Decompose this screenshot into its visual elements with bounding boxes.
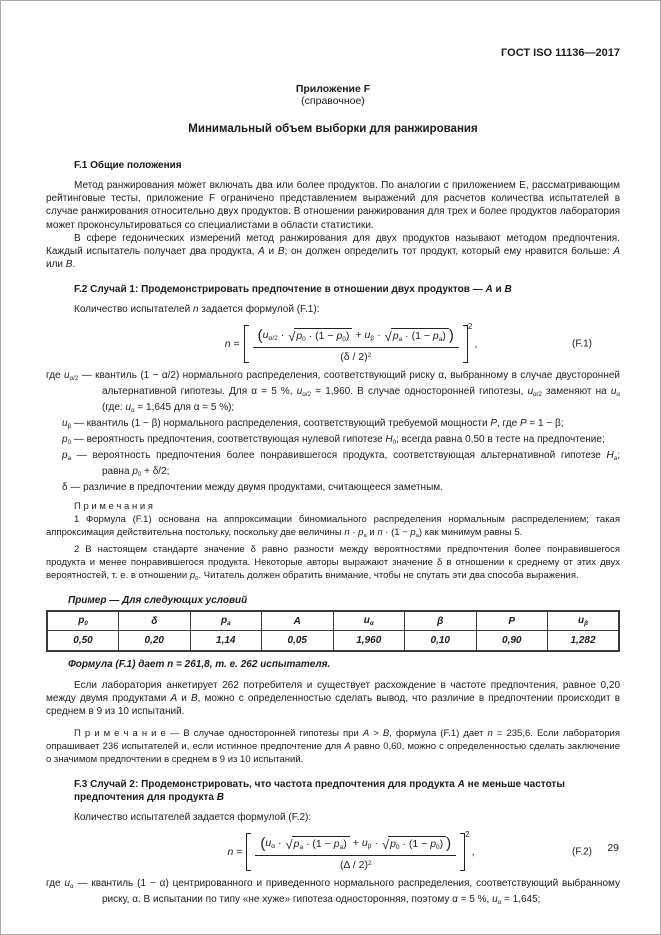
- table-header-cell: A: [262, 611, 334, 631]
- table-header-cell: $u_\alpha$: [333, 611, 405, 631]
- fraction: ( $u_{\alpha/2}$ · √ $p_0 \cdot (1 - p_0)$ + $u_\beta$ · √ $p_a \cdot (1 - p_a)$ ) (δ / 2)$^2$: [251, 325, 461, 363]
- formula-f2: n = ( $u_\alpha$ · √ $p_a \cdot (1 - p_a)$ + $u_\beta$ · √ $p_0 \cdot (1 - p_0)$ ) (Δ / 2)$^2$ 2 , (F.2): [227, 829, 592, 871]
- term-u-beta: $u_\beta$: [364, 328, 375, 342]
- table-header-cell: β: [405, 611, 477, 631]
- annex-kind: (справочное): [301, 95, 365, 107]
- table-header-cell: $p_a$: [190, 611, 262, 631]
- paragraph: Если лаборатория анкетирует 262 потребителя и существует расхождение в частоте предпочтения, равное 0,20 между двумя продуктами A и B, можно с определенностью сделать вывод, что различие в предпочтении происходит в среднем в 9 из 10 испытаний.: [46, 679, 621, 718]
- table-value-cell: 0,10: [405, 631, 477, 651]
- definition-item: где $u_{\alpha/2}$ — квантиль (1 − α/2) нормального распределения, соответствующий риску α, выбранному в случае двусторонней альтернативной гипотезы. Для α = 5 %, $u_{\alpha/2} = 1,960$. В случае односторонней гипотезы, $u_{\alpha/2}$ заменяют на $u_\alpha$ (где: $u_\alpha = 1,645$ для α = 5 %);: [46, 369, 620, 414]
- table-header-cell: $p_0$: [47, 611, 119, 631]
- table-value-cell: 0,20: [119, 631, 191, 651]
- note: 2 В настоящем стандарте значение δ равно разности между вероятностями предпочтения более понравившегося продукта и менее понравившегося продукта. Некоторые авторы выражают значение δ в отношении к среднему от этих двух вероятностей, т. е. в отношении $p_0$. Читатель должен обратить внимание, чтобы не спутать эти два способа выражения.: [46, 544, 620, 582]
- left-square-bracket: [246, 833, 251, 871]
- table-value-cell: 0,50: [47, 631, 119, 651]
- equals-sign: =: [233, 337, 240, 350]
- equation-number: (F.2): [572, 846, 592, 858]
- formula-lhs: n: [227, 845, 234, 858]
- square-root: √ $p_a \cdot (1 - p_a)$: [385, 328, 449, 343]
- equals-sign: =: [236, 845, 243, 858]
- section-heading-f3: F.3 Случай 2: Продемонстрировать, что частота предпочтения для продукта A не меньше частоты предпочтения для продукта B: [74, 779, 565, 804]
- left-square-bracket: [244, 325, 249, 363]
- paragraph: В сфере гедонических измерений метод ранжирования для двух продуктов называют методом предпочтения. Каждый испытатель получает два продукта, A и B; он должен определить тот продукт, который ему нравится больше: A или B.: [46, 232, 620, 271]
- definition-item: где $u_\alpha$ — квантиль (1 − α) центрированного и приведенного нормального распределения, соответствующий выбранному риску, α. В испытании по типу «не хуже» гипотеза односторонняя, поэтому α = 5 %, $u_\alpha = 1,645$;: [46, 877, 620, 906]
- paragraph: Количество испытателей n задается формулой (F.1):: [74, 304, 320, 316]
- definition-item: $p_a$ — вероятность предпочтения более понравившегося продукта, соответствующая альтернативной гипотезе $H_a$; равна $p_0 + \delta/2$;: [62, 449, 620, 478]
- formula-f1: n = ( $u_{\alpha/2}$ · √ $p_0 \cdot (1 - p_0)$ + $u_\beta$ · √ $p_a \cdot (1 - p_a)$ ) (δ / 2)$^2$ 2 , (F.1): [224, 321, 592, 363]
- note: 1 Формула (F.1) основана на аппроксимации биномиального распределения нормальным распределением; такая аппроксимация действительна постольку, поскольку две величины $n \cdot p_a$ и $n \cdot (1 - p_a)$ как минимум равны 5.: [46, 514, 620, 540]
- document-code: ГОСТ ISO 11136—2017: [501, 47, 620, 59]
- table-value-cell: 1,282: [548, 631, 620, 651]
- formula-lhs: n: [224, 337, 231, 350]
- square-root: √ $p_0 \cdot (1 - p_0)$: [288, 328, 352, 343]
- table-value-cell: 0,90: [476, 631, 548, 651]
- square-root: √ $p_0 \cdot (1 - p_0)$: [382, 836, 446, 851]
- table-header-cell: P: [476, 611, 548, 631]
- table-value-cell: 1,960: [333, 631, 405, 651]
- term-u-alpha: $u_\alpha$: [265, 836, 275, 850]
- definition-item: $p_0$ — вероятность предпочтения, соответствующая нулевой гипотезе $H_0$; всегда равна 0,50 в тесте на предпочтение;: [62, 433, 605, 446]
- table-value-cell: 1,14: [190, 631, 262, 651]
- definition-item: $u_\beta$ — квантиль (1 − β) нормального распределения, соответствующий требуемой мощности P, где P = 1 − β;: [62, 417, 564, 430]
- term-u-alpha: $u_{\alpha/2}$: [262, 328, 278, 342]
- symbol-definitions: [46, 369, 620, 495]
- note: П р и м е ч а н и е — В случае односторонней гипотезы при A > B, формула (F.1) дает n = 235,6. Если лаборатория опрашивает 236 испытателей и, если истинное предпочтение для A равно 0,60, можно с определенностью сделать заключение о значимом предпочтении в среднем в 9 из 10 испытаний.: [46, 728, 621, 766]
- paragraph: Количество испытателей задается формулой (F.2):: [74, 812, 312, 824]
- table-header-cell: δ: [119, 611, 191, 631]
- example-caption: Пример — Для следующих условий: [68, 594, 248, 606]
- denominator: (δ / 2): [340, 350, 368, 363]
- denominator: (Δ / 2): [339, 858, 368, 871]
- section-heading-f2: F.2 Случай 1: Продемонстрировать предпочтение в отношении двух продуктов — A и B: [74, 284, 512, 296]
- notes-heading: П р и м е ч а н и я: [74, 501, 153, 513]
- annex-label: Приложение F: [295, 83, 371, 95]
- definition-item: δ — различие в предпочтении между двумя продуктами, считающееся заметным.: [62, 482, 443, 494]
- example-table: [46, 610, 620, 652]
- paragraph: Метод ранжирования может включать два или более продуктов. По аналогии с приложением E, рассматривающим рейтинговые тесты, приложение F ограничено представлением выражений для расчетов количества испытателей в случае ранжирования относительно двух продуктов. В отношении ранжирования для трех и более продуктов лаборатория может проконсультироваться со специалистами в области статистики.: [46, 180, 620, 231]
- fraction: ( $u_\alpha$ · √ $p_a \cdot (1 - p_a)$ + $u_\beta$ · √ $p_0 \cdot (1 - p_0)$ ) (Δ / 2)$^2$: [253, 833, 458, 871]
- formula-result: Формула (F.1) дает n = 261,8, т. е. 262 испытателя.: [68, 658, 331, 670]
- section-heading-f1: F.1 Общие положения: [74, 160, 182, 171]
- table-value-row: [47, 631, 619, 651]
- equation-number: (F.1): [572, 338, 592, 350]
- page-title: Минимальный объем выборки для ранжирования: [188, 123, 478, 135]
- term-u-beta: $u_\beta$: [361, 836, 372, 850]
- table-header-row: [47, 611, 619, 631]
- page-number: 29: [607, 842, 619, 854]
- square-root: √ $p_a \cdot (1 - p_a)$: [285, 836, 349, 851]
- table-value-cell: 0,05: [262, 631, 334, 651]
- table-header-cell: $u_\beta$: [548, 611, 620, 631]
